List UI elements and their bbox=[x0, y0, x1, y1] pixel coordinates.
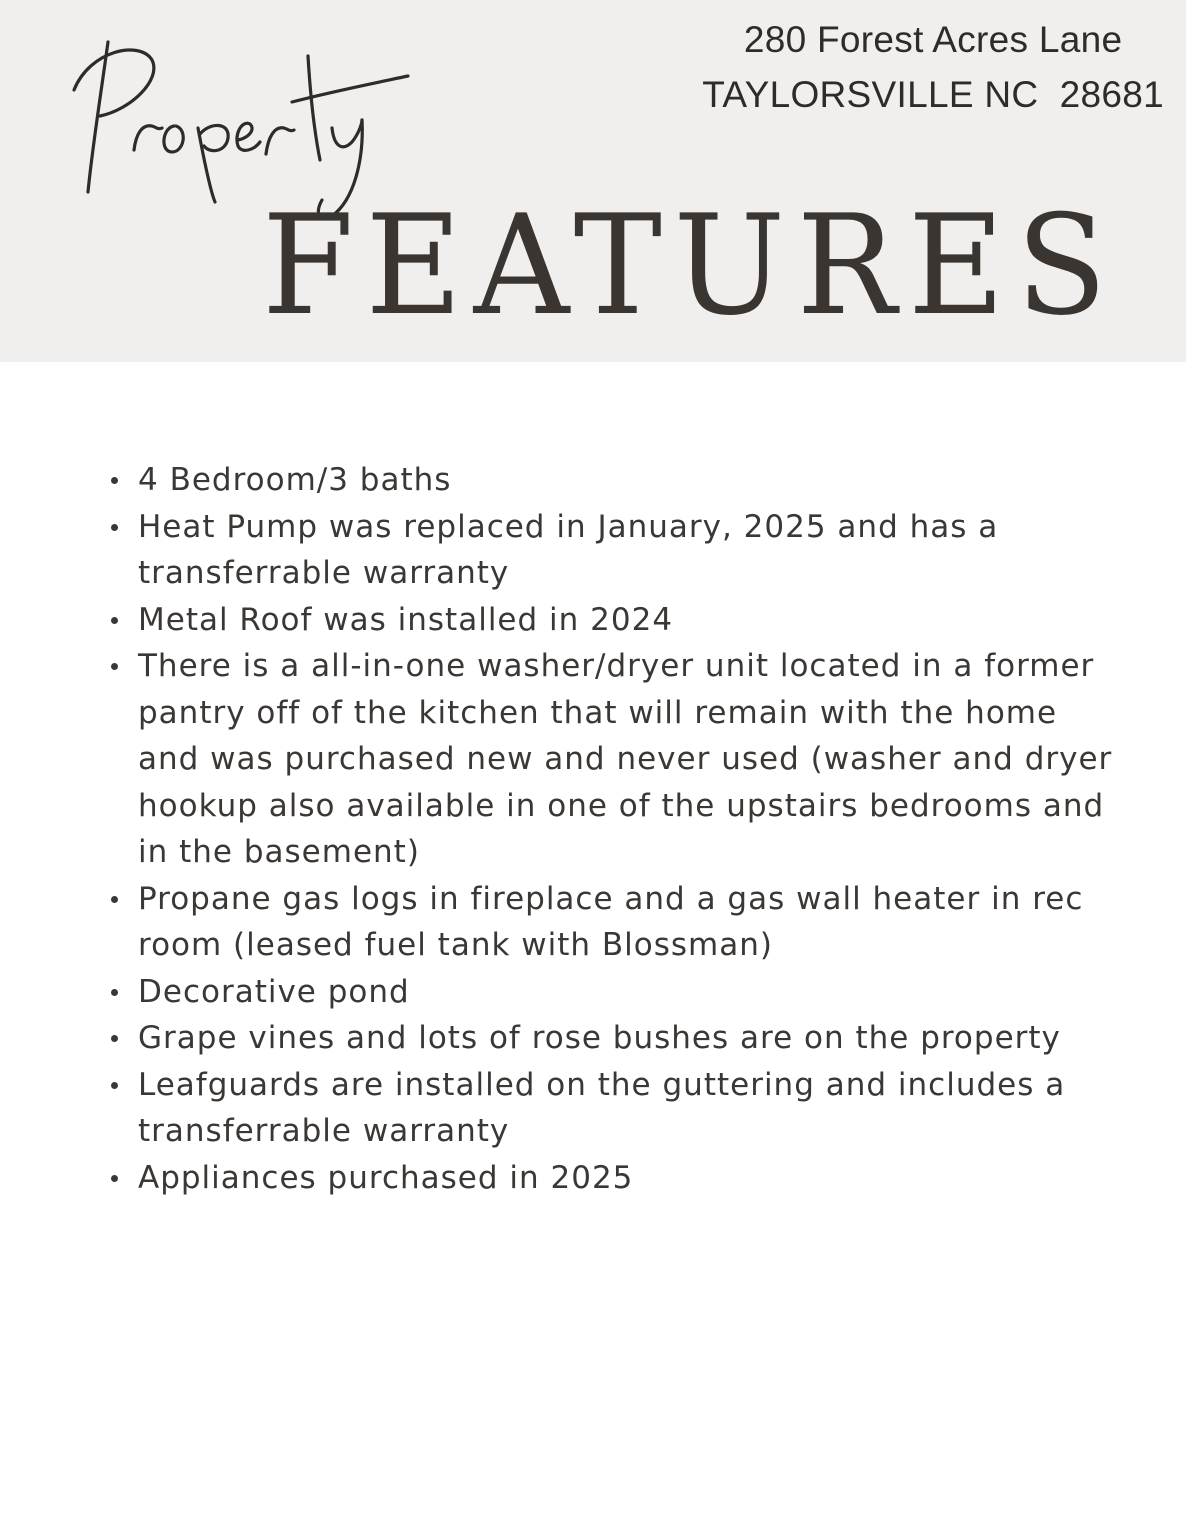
feature-text: Propane gas logs in fireplace and a gas wall heater in rec room (leased fuel tank with Blossman) bbox=[138, 880, 1084, 963]
feature-item bbox=[104, 1015, 1124, 1062]
feature-text: Decorative pond bbox=[138, 973, 410, 1010]
address-street: 280 Forest Acres Lane bbox=[743, 19, 1123, 60]
bullet-icon bbox=[111, 477, 118, 484]
property-address bbox=[702, 12, 1164, 122]
features-heading: FEATURES bbox=[262, 185, 1119, 346]
bullet-icon bbox=[111, 989, 118, 996]
feature-item bbox=[104, 504, 1124, 597]
feature-item bbox=[104, 1062, 1124, 1155]
bullet-icon bbox=[111, 617, 118, 624]
feature-item bbox=[104, 457, 1124, 504]
feature-text: Appliances purchased in 2025 bbox=[138, 1159, 634, 1196]
bullet-icon bbox=[111, 1035, 118, 1042]
address-city-state-zip: TAYLORSVILLE NC 28681 bbox=[702, 74, 1164, 115]
feature-item bbox=[104, 969, 1124, 1016]
feature-text: 4 Bedroom/3 baths bbox=[138, 462, 452, 498]
feature-text: Leafguards are installed on the guttering and includes a transferrable warranty bbox=[138, 1066, 1066, 1149]
feature-item bbox=[104, 1155, 1124, 1202]
bullet-icon bbox=[111, 896, 118, 903]
bullet-icon bbox=[111, 524, 118, 531]
feature-item bbox=[104, 643, 1124, 876]
feature-text: Metal Roof was installed in 2024 bbox=[138, 601, 674, 638]
feature-item bbox=[104, 876, 1124, 969]
bullet-icon bbox=[111, 1175, 118, 1182]
feature-text: There is a all-in-one washer/dryer unit located in a former pantry off of the kitchen that will remain with the home and was purchased new and never used (washer and dryer hookup also available in one of the upstairs bedrooms and in the basement) bbox=[138, 648, 1113, 870]
feature-text: Grape vines and lots of rose bushes are on the property bbox=[138, 1020, 1061, 1056]
header-band bbox=[0, 0, 1186, 362]
features-list bbox=[104, 457, 1124, 1201]
feature-item bbox=[104, 597, 1124, 644]
feature-text: Heat Pump was replaced in January, 2025 and has a transferrable warranty bbox=[138, 508, 999, 591]
bullet-icon bbox=[111, 1082, 118, 1089]
bullet-icon bbox=[111, 663, 118, 670]
